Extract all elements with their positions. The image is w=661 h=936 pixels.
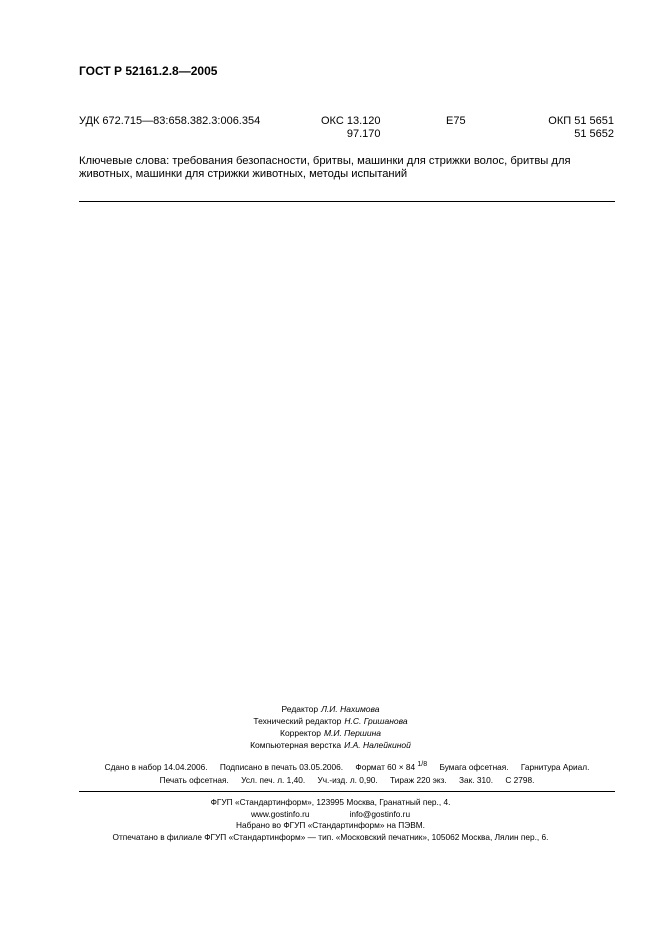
divider-bottom	[79, 791, 615, 792]
credit-layout: Компьютерная верстка И.А. Налейкиной	[250, 740, 411, 750]
oks-code	[321, 115, 381, 141]
publisher-printed: Отпечатано в филиале ФГУП «Стандартинформ» — тип. «Московский печатник», 105062 Москва, Лялин пер., 6.	[112, 831, 549, 842]
publisher-address: ФГУП «Стандартинформ», 123995 Москва, Гранатный пер., 4.	[210, 797, 451, 807]
publisher-block	[0, 797, 661, 843]
credit-tech-editor: Технический редактор Н.С. Гришанова	[253, 716, 408, 726]
divider-top	[79, 201, 615, 202]
okp-code-2: 51 5652	[574, 128, 614, 140]
publisher-website: www.gostinfo.ru	[250, 808, 310, 819]
publisher-email: info@gostinfo.ru	[349, 808, 411, 819]
okp-code-1: ОКП 51 5651	[548, 115, 614, 127]
oks-code-2: 97.170	[346, 128, 381, 140]
publisher-typeset: Набрано во ФГУП «Стандартинформ» на ПЭВМ.	[236, 820, 425, 830]
credit-proofreader: Корректор М.И. Першина	[280, 728, 381, 738]
keywords: Ключевые слова: требования безопасности, бритвы, машинки для стрижки волос, бритвы для животных, машинки для стрижки животных, методы испытаний	[79, 155, 571, 180]
print-info-line-1: Сдано в набор 14.04.2006. Подписано в печать 03.05.2006. Формат 60 × 84 $^{1/8}$ Бумага офсетная. Гарнитура Ариал.	[104, 761, 590, 772]
group-code: Е75	[446, 115, 466, 127]
credits-block	[0, 703, 661, 751]
publisher-contacts	[0, 809, 661, 821]
udk-code: УДК 672.715—83:658.382.3:006.354	[79, 115, 261, 127]
format-value: Формат 60 × 84 $^{1/8}$	[355, 761, 428, 772]
print-info-line-2: Печать офсетная. Усл. печ. л. 1,40. Уч.-изд. л. 0,90. Тираж 220 экз. Зак. 310. С 2798.	[159, 775, 535, 785]
oks-code-1: ОКС 13.120	[321, 115, 381, 127]
credit-editor: Редактор Л.И. Нахимова	[281, 704, 380, 714]
okp-code	[540, 115, 614, 141]
document-id: ГОСТ Р 52161.2.8—2005	[79, 64, 218, 78]
